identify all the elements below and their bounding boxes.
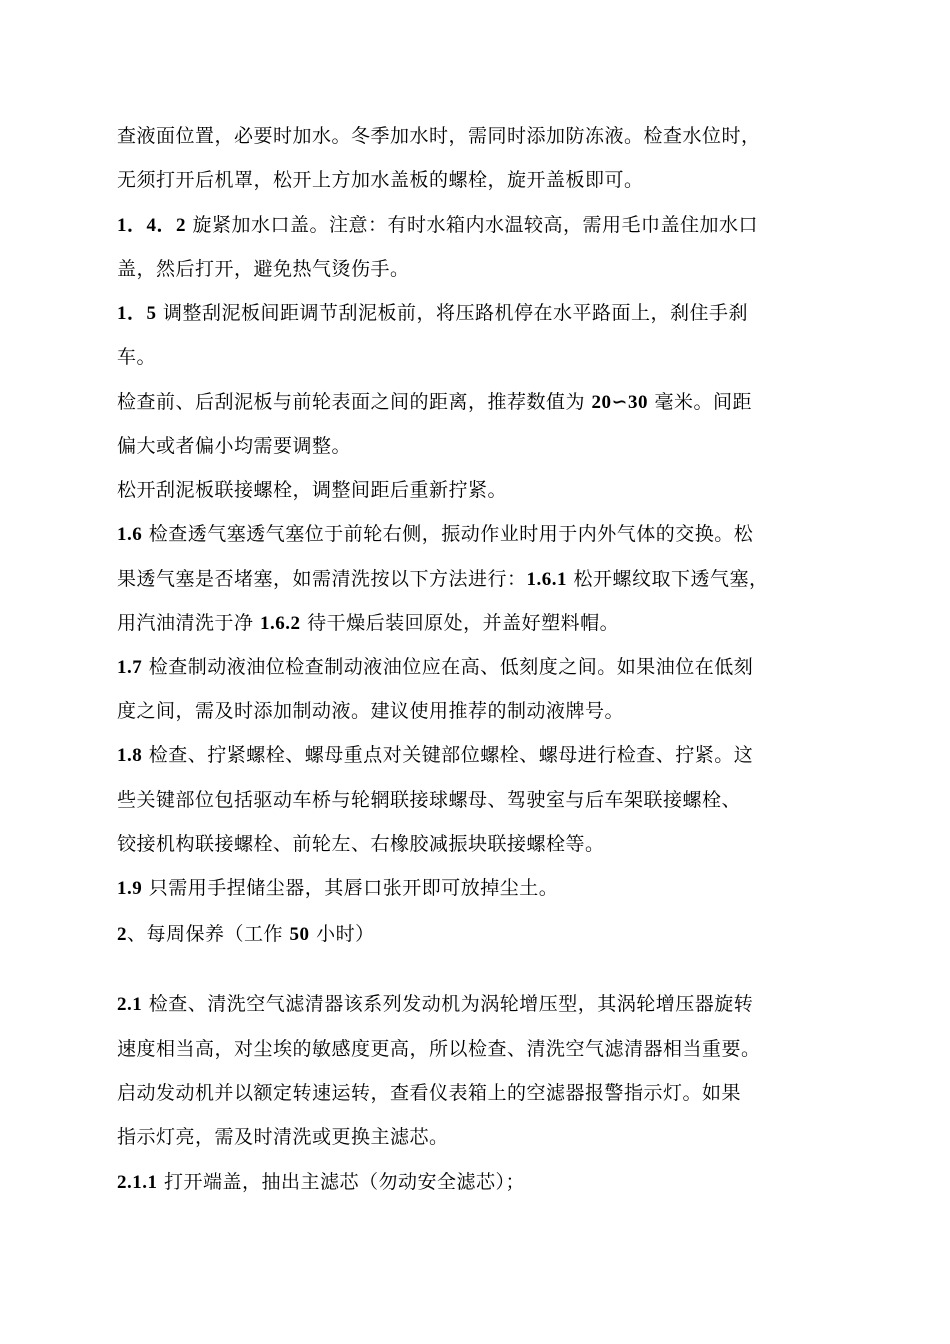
text-line (117, 990, 852, 1019)
text-run: 待干燥后装回原处，并盖好塑料帽。 (300, 612, 620, 634)
text-line (117, 476, 852, 504)
text-run: 调整刮泥板间距调节刮泥板前，将压路机停在水平路面上，刹住手刹 (156, 302, 749, 324)
text-line (117, 920, 852, 949)
text-line (117, 1079, 852, 1107)
text-run: 些关键部位包括驱动车桥与轮辋联接球螺母、驾驶室与后车架联接螺栓、 (117, 789, 742, 811)
text-run: 偏大或者偏小均需要调整。 (117, 435, 352, 457)
text-run: 果透气塞是否堵塞，如需清洗按以下方法进行： (117, 568, 527, 590)
text-line (117, 786, 852, 814)
text-line (117, 830, 852, 858)
text-line (117, 653, 852, 682)
section-number: 2.1.1 (117, 1172, 158, 1193)
text-run: 检查前、后刮泥板与前轮表面之间的距离，推荐数值为 (117, 391, 592, 413)
section-number: 1．4．2 (117, 215, 187, 236)
section-number: 1.6.2 (260, 613, 301, 634)
text-run: 指示灯亮，需及时清洗或更换主滤芯。 (117, 1126, 449, 1148)
text-run: 启动发动机并以额定转速运转，查看仪表箱上的空滤器报警指示灯。如果 (117, 1082, 742, 1104)
text-line (117, 1035, 852, 1063)
text-line (117, 255, 852, 283)
text-run: 、每周保养（工作 (127, 923, 290, 945)
section-number: 50 (289, 924, 310, 945)
text-line (117, 343, 852, 371)
section-number: 1.9 (117, 878, 143, 899)
section-number: 1.6 (117, 524, 143, 545)
text-run: 盖，然后打开，避免热气烫伤手。 (117, 258, 410, 280)
section-number: 2 (117, 924, 127, 945)
text-run: 只需用手捏储尘器，其唇口张开即可放掉尘土。 (142, 877, 559, 899)
text-line (117, 122, 852, 150)
text-run: 度之间，需及时添加制动液。建议使用推荐的制动液牌号。 (117, 700, 625, 722)
text-run: 小时） (309, 923, 375, 945)
text-line (117, 697, 852, 725)
text-run: 速度相当高，对尘埃的敏感度更高，所以检查、清洗空气滤清器相当重要。 (117, 1038, 761, 1060)
text-line (117, 211, 852, 240)
text-run: 松开刮泥板联接螺栓，调整间距后重新拧紧。 (117, 479, 508, 501)
section-number: 1.8 (117, 745, 143, 766)
text-line (117, 299, 852, 328)
text-run: 铰接机构联接螺栓、前轮左、右橡胶减振块联接螺栓等。 (117, 833, 605, 855)
text-line (117, 874, 852, 903)
text-run: 用汽油清洗于净 (117, 612, 261, 634)
text-run: 检查、清洗空气滤清器该系列发动机为涡轮增压型，其涡轮增压器旋转 (142, 993, 754, 1015)
text-run: 打开端盖，抽出主滤芯（勿动安全滤芯）； (157, 1171, 526, 1193)
text-run: 检查、拧紧螺栓、螺母重点对关键部位螺栓、螺母进行检查、拧紧。这 (142, 744, 754, 766)
text-line (117, 1123, 852, 1151)
text-run: 旋紧加水口盖。注意：有时水箱内水温较高，需用毛巾盖住加水口 (186, 214, 759, 236)
text-run: 毫米。间距 (647, 391, 753, 413)
section-number: 1.7 (117, 657, 143, 678)
text-run: 检查制动液油位检查制动液油位应在高、低刻度之间。如果油位在低刻 (142, 656, 754, 678)
text-run: 无须打开后机罩，松开上方加水盖板的螺栓，旋开盖板即可。 (117, 169, 644, 191)
section-number: 1.6.1 (526, 569, 568, 590)
text-run: 检查透气塞透气塞位于前轮右侧，振动作业时用于内外气体的交换。松 (142, 523, 754, 545)
section-number: 1．5 (117, 303, 157, 324)
section-number: 20∽30 (591, 392, 648, 413)
text-line (117, 741, 852, 770)
text-line (117, 388, 852, 417)
text-line (117, 432, 852, 460)
text-line (117, 565, 852, 594)
text-line (117, 609, 852, 638)
text-run: 车。 (117, 346, 157, 368)
text-run: 查液面位置，必要时加水。冬季加水时，需同时添加防冻液。检查水位时， (117, 125, 761, 147)
text-run: 松开螺纹取下透气塞， (567, 568, 769, 590)
section-number: 2.1 (117, 994, 143, 1015)
text-line (117, 520, 852, 549)
text-line (117, 166, 852, 194)
text-line (117, 1168, 852, 1197)
